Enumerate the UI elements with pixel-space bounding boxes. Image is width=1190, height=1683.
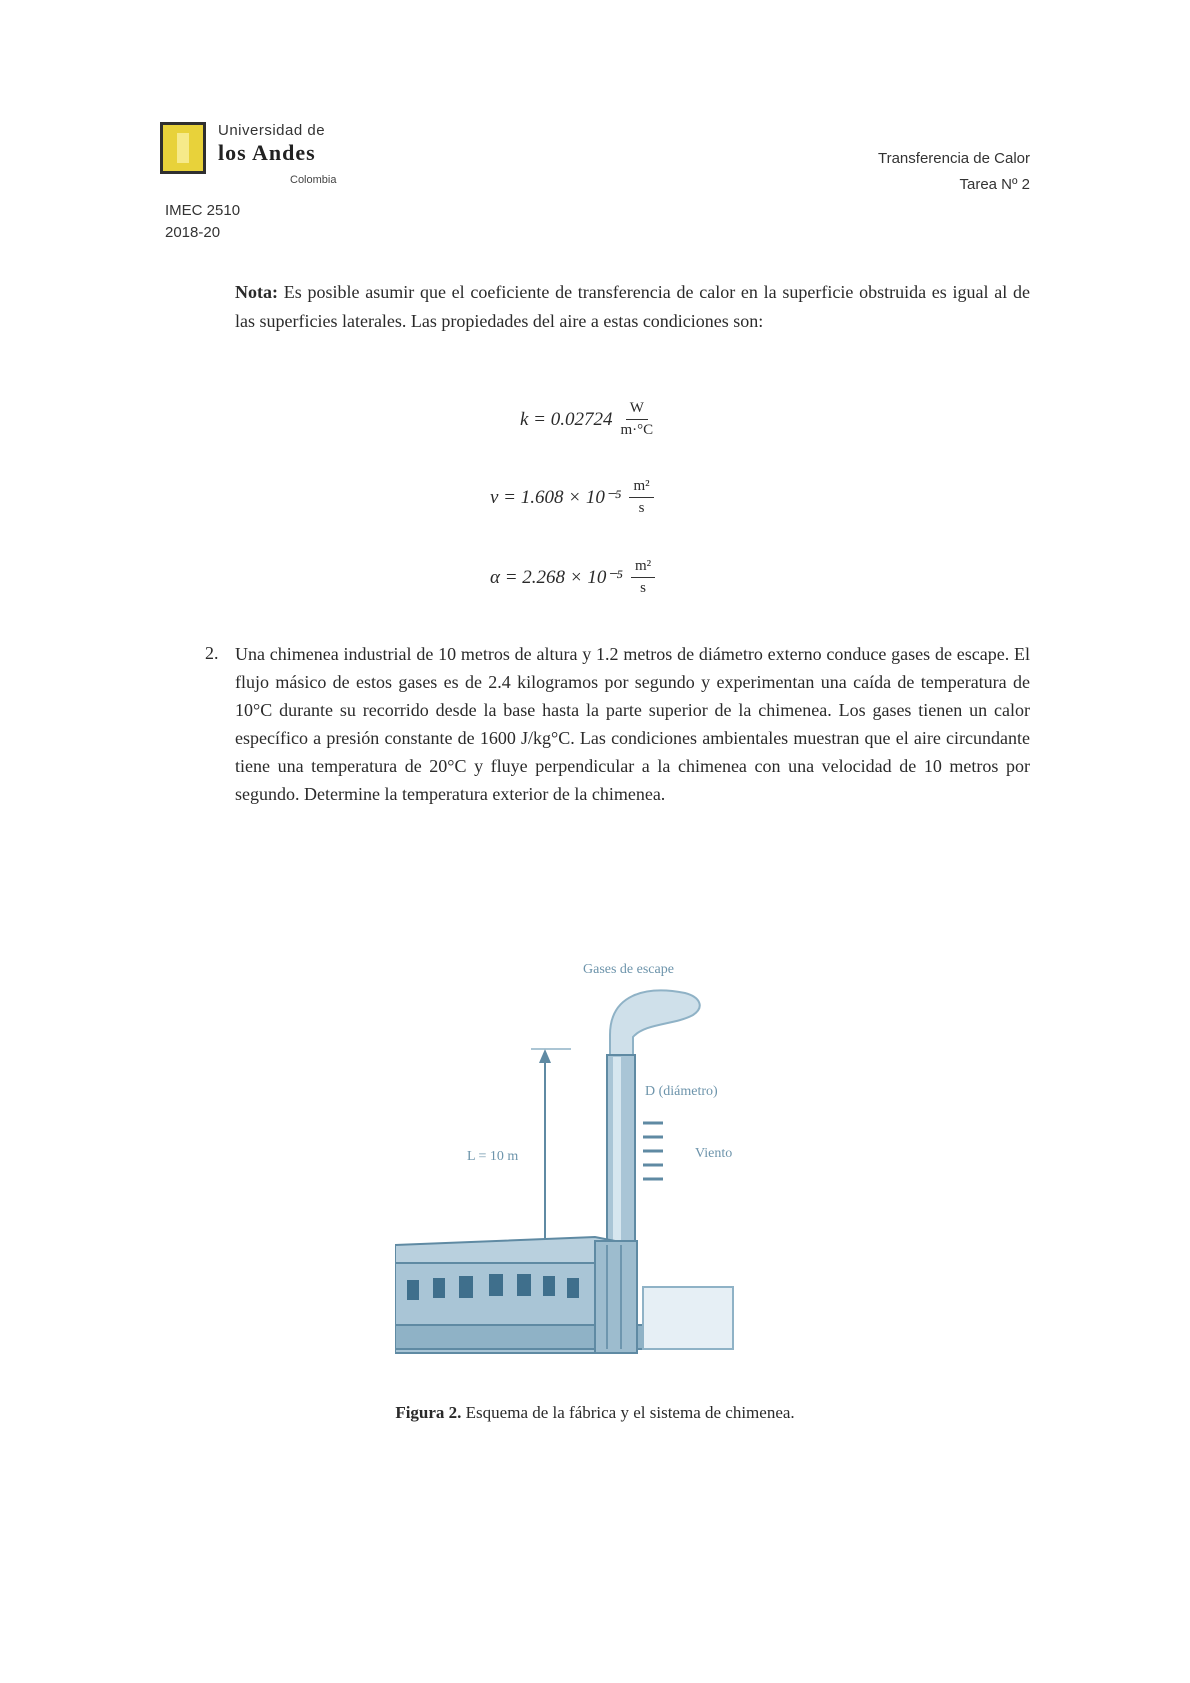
caption-text: Esquema de la fábrica y el sistema de chimenea. xyxy=(461,1403,795,1422)
formula-lhs: k = 0.02724 xyxy=(520,408,613,430)
formula-fraction xyxy=(631,558,655,597)
note-label: Nota: xyxy=(235,282,278,302)
course-code: IMEC 2510 xyxy=(165,202,241,219)
label-height: L = 10 m xyxy=(467,1149,519,1164)
factory-chimney-figure xyxy=(395,945,795,1365)
smoke-plume xyxy=(610,990,700,1065)
fraction-denominator: m·°C xyxy=(620,422,654,438)
note-paragraph xyxy=(235,278,1030,336)
label-diameter: D (diámetro) xyxy=(645,1084,718,1099)
header-right xyxy=(878,146,1030,198)
course-title: Transferencia de Calor xyxy=(877,150,1030,167)
caption-label: Figura 2. xyxy=(395,1403,462,1422)
wind-arrows xyxy=(643,1123,663,1179)
fraction-numerator: W xyxy=(626,400,648,420)
height-arrow-up xyxy=(539,1049,551,1063)
formula-fraction xyxy=(621,400,654,439)
logo-line-2: los Andes xyxy=(218,140,316,165)
semester: 2018-20 xyxy=(165,224,221,241)
note-text: Es posible asumir que el coeficiente de transferencia de calor en la superficie obstruida es igual al de las superficies laterales. Las propiedades del aire a estas condiciones son: xyxy=(235,282,1030,331)
fraction-numerator: m² xyxy=(631,558,655,578)
formula-diffusivity xyxy=(490,558,655,597)
fraction-numerator: m² xyxy=(629,478,653,498)
figure-svg xyxy=(395,945,795,1365)
shield-icon xyxy=(160,122,206,174)
university-logo xyxy=(160,118,365,198)
fraction-denominator: s xyxy=(638,500,645,516)
problem-number: 2. xyxy=(205,643,219,663)
formula-lhs: ν = 1.608 × 10⁻⁵ xyxy=(490,487,622,508)
course-info xyxy=(165,200,240,244)
factory-tower xyxy=(595,1241,637,1353)
formula-lhs: α = 2.268 × 10⁻⁵ xyxy=(490,567,623,588)
problem-text: Una chimenea industrial de 10 metros de altura y 1.2 metros de diámetro externo conduce gases de escape. El flujo másico de estos gases es de 2.4 kilogramos por segundo y experimentan una caída de temperatura de 10°C durante su recorrido desde la base hasta la parte superior de la chimenea. Los gases tienen un calor específico a presión constante de 1600 J/kg°C. Las condiciones ambientales muestran que el aire circundante tiene una temperatura de 20°C y fluye perpendicular a la chimenea con una velocidad de 10 metros por segundo. Determine la temperatura exterior de la chimenea. xyxy=(235,644,1030,804)
fraction-denominator: s xyxy=(640,580,646,596)
label-wind: Viento xyxy=(695,1146,733,1161)
formula-conductivity xyxy=(520,400,653,439)
factory-annex xyxy=(643,1287,733,1349)
logo-line-1: Universidad de xyxy=(218,122,326,139)
formula-fraction xyxy=(629,478,653,517)
label-top: Gases de escape xyxy=(583,962,674,977)
figure-caption xyxy=(0,1403,1190,1423)
chimney-highlight xyxy=(613,1057,621,1263)
assignment-title: Tarea Nº 2 xyxy=(959,176,1030,193)
logo-line-3: Colombia xyxy=(290,174,337,186)
formula-viscosity xyxy=(490,478,654,517)
